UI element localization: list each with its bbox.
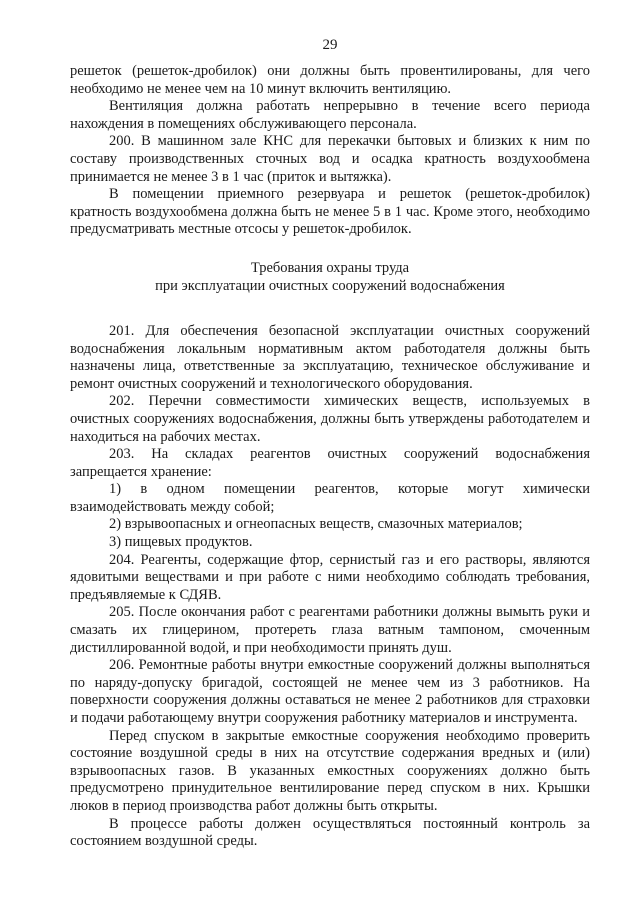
- section-heading-line: при эксплуатации очистных сооружений водоснабжения: [155, 277, 505, 294]
- text-after-section: [70, 323, 590, 851]
- section-heading-line: Требования охраны труда: [250, 259, 410, 276]
- list-item: 1) в одном помещении реагентов, которые могут химически взаимодействовать между собой;: [70, 481, 590, 515]
- paragraph: решеток (решеток-дробилок) они должны быть провентилированы, для чего необходимо не менее чем на 10 минут включить вентиляцию.: [70, 63, 590, 97]
- section-heading: [70, 259, 590, 295]
- paragraph: Перед спуском в закрытые емкостные сооружения необходимо проверить состояние воздушной среды в них на отсутствие содержания вредных и (или) взрывоопасных газов. В указанных емкостных сооружениях должно быть предусмотрено принудительное вентилирование перед спуском в них. Крышки люков в период производства работ должны быть открыты.: [70, 727, 590, 814]
- paragraph: 205. После окончания работ с реагентами работники должны вымыть руки и смазать их глицерином, протереть глаза ватным тампоном, смоченным дистиллированной водой, и при необходимости принять душ.: [70, 604, 590, 656]
- page-number: 29: [322, 37, 338, 53]
- paragraph: 201. Для обеспечения безопасной эксплуатации очистных сооружений водоснабжения локальным нормативным актом работодателя должны быть назначены лица, ответственные за эксплуатацию, техническое обслуживание и ремонт очистных сооружений и технологического оборудования.: [70, 322, 590, 392]
- paragraph: 202. Перечни совместимости химических веществ, используемых в очистных сооружениях водоснабжения, должны быть утверждены работодателем и находиться на рабочих местах.: [70, 393, 590, 445]
- paragraph: В процессе работы должен осуществляться постоянный контроль за состоянием воздушной среды.: [70, 815, 590, 850]
- paragraph: 206. Ремонтные работы внутри емкостные сооружений должны выполняться по наряду-допуску бригадой, состоящей не менее чем из 3 работников. На поверхности сооружения должны оставаться не менее 2 работников для страховки и подачи работающему внутри сооружения работнику материалов и инструмента.: [70, 657, 590, 726]
- list-item: 3) пищевых продуктов.: [109, 534, 253, 551]
- text-before-section: [70, 63, 590, 239]
- paragraph: В помещении приемного резервуара и решеток (решеток-дробилок) кратность воздухообмена должна быть не менее 5 в 1 час. Кроме этого, необходимо предусматривать местные отсосы у решеток-дробилок.: [70, 186, 590, 238]
- list-item: 2) взрывоопасных и огнеопасных веществ, смазочных материалов;: [109, 516, 523, 533]
- paragraph: 200. В машинном зале КНС для перекачки бытовых и близких к ним по составу производственных сточных вод и осадка кратность воздухообмена принимается не менее 3 в 1 час (приток и вытяжка).: [70, 133, 590, 185]
- paragraph: 204. Реагенты, содержащие фтор, сернистый газ и его растворы, являются ядовитыми веществами и при работе с ними необходимо соблюдать требования, предъявляемые к СДЯВ.: [70, 551, 590, 603]
- paragraph: 203. На складах реагентов очистных сооружений водоснабжения запрещается хранение:: [70, 446, 590, 480]
- paragraph: Вентиляция должна работать непрерывно в течение всего периода нахождения в помещениях обслуживающего персонала.: [70, 98, 590, 132]
